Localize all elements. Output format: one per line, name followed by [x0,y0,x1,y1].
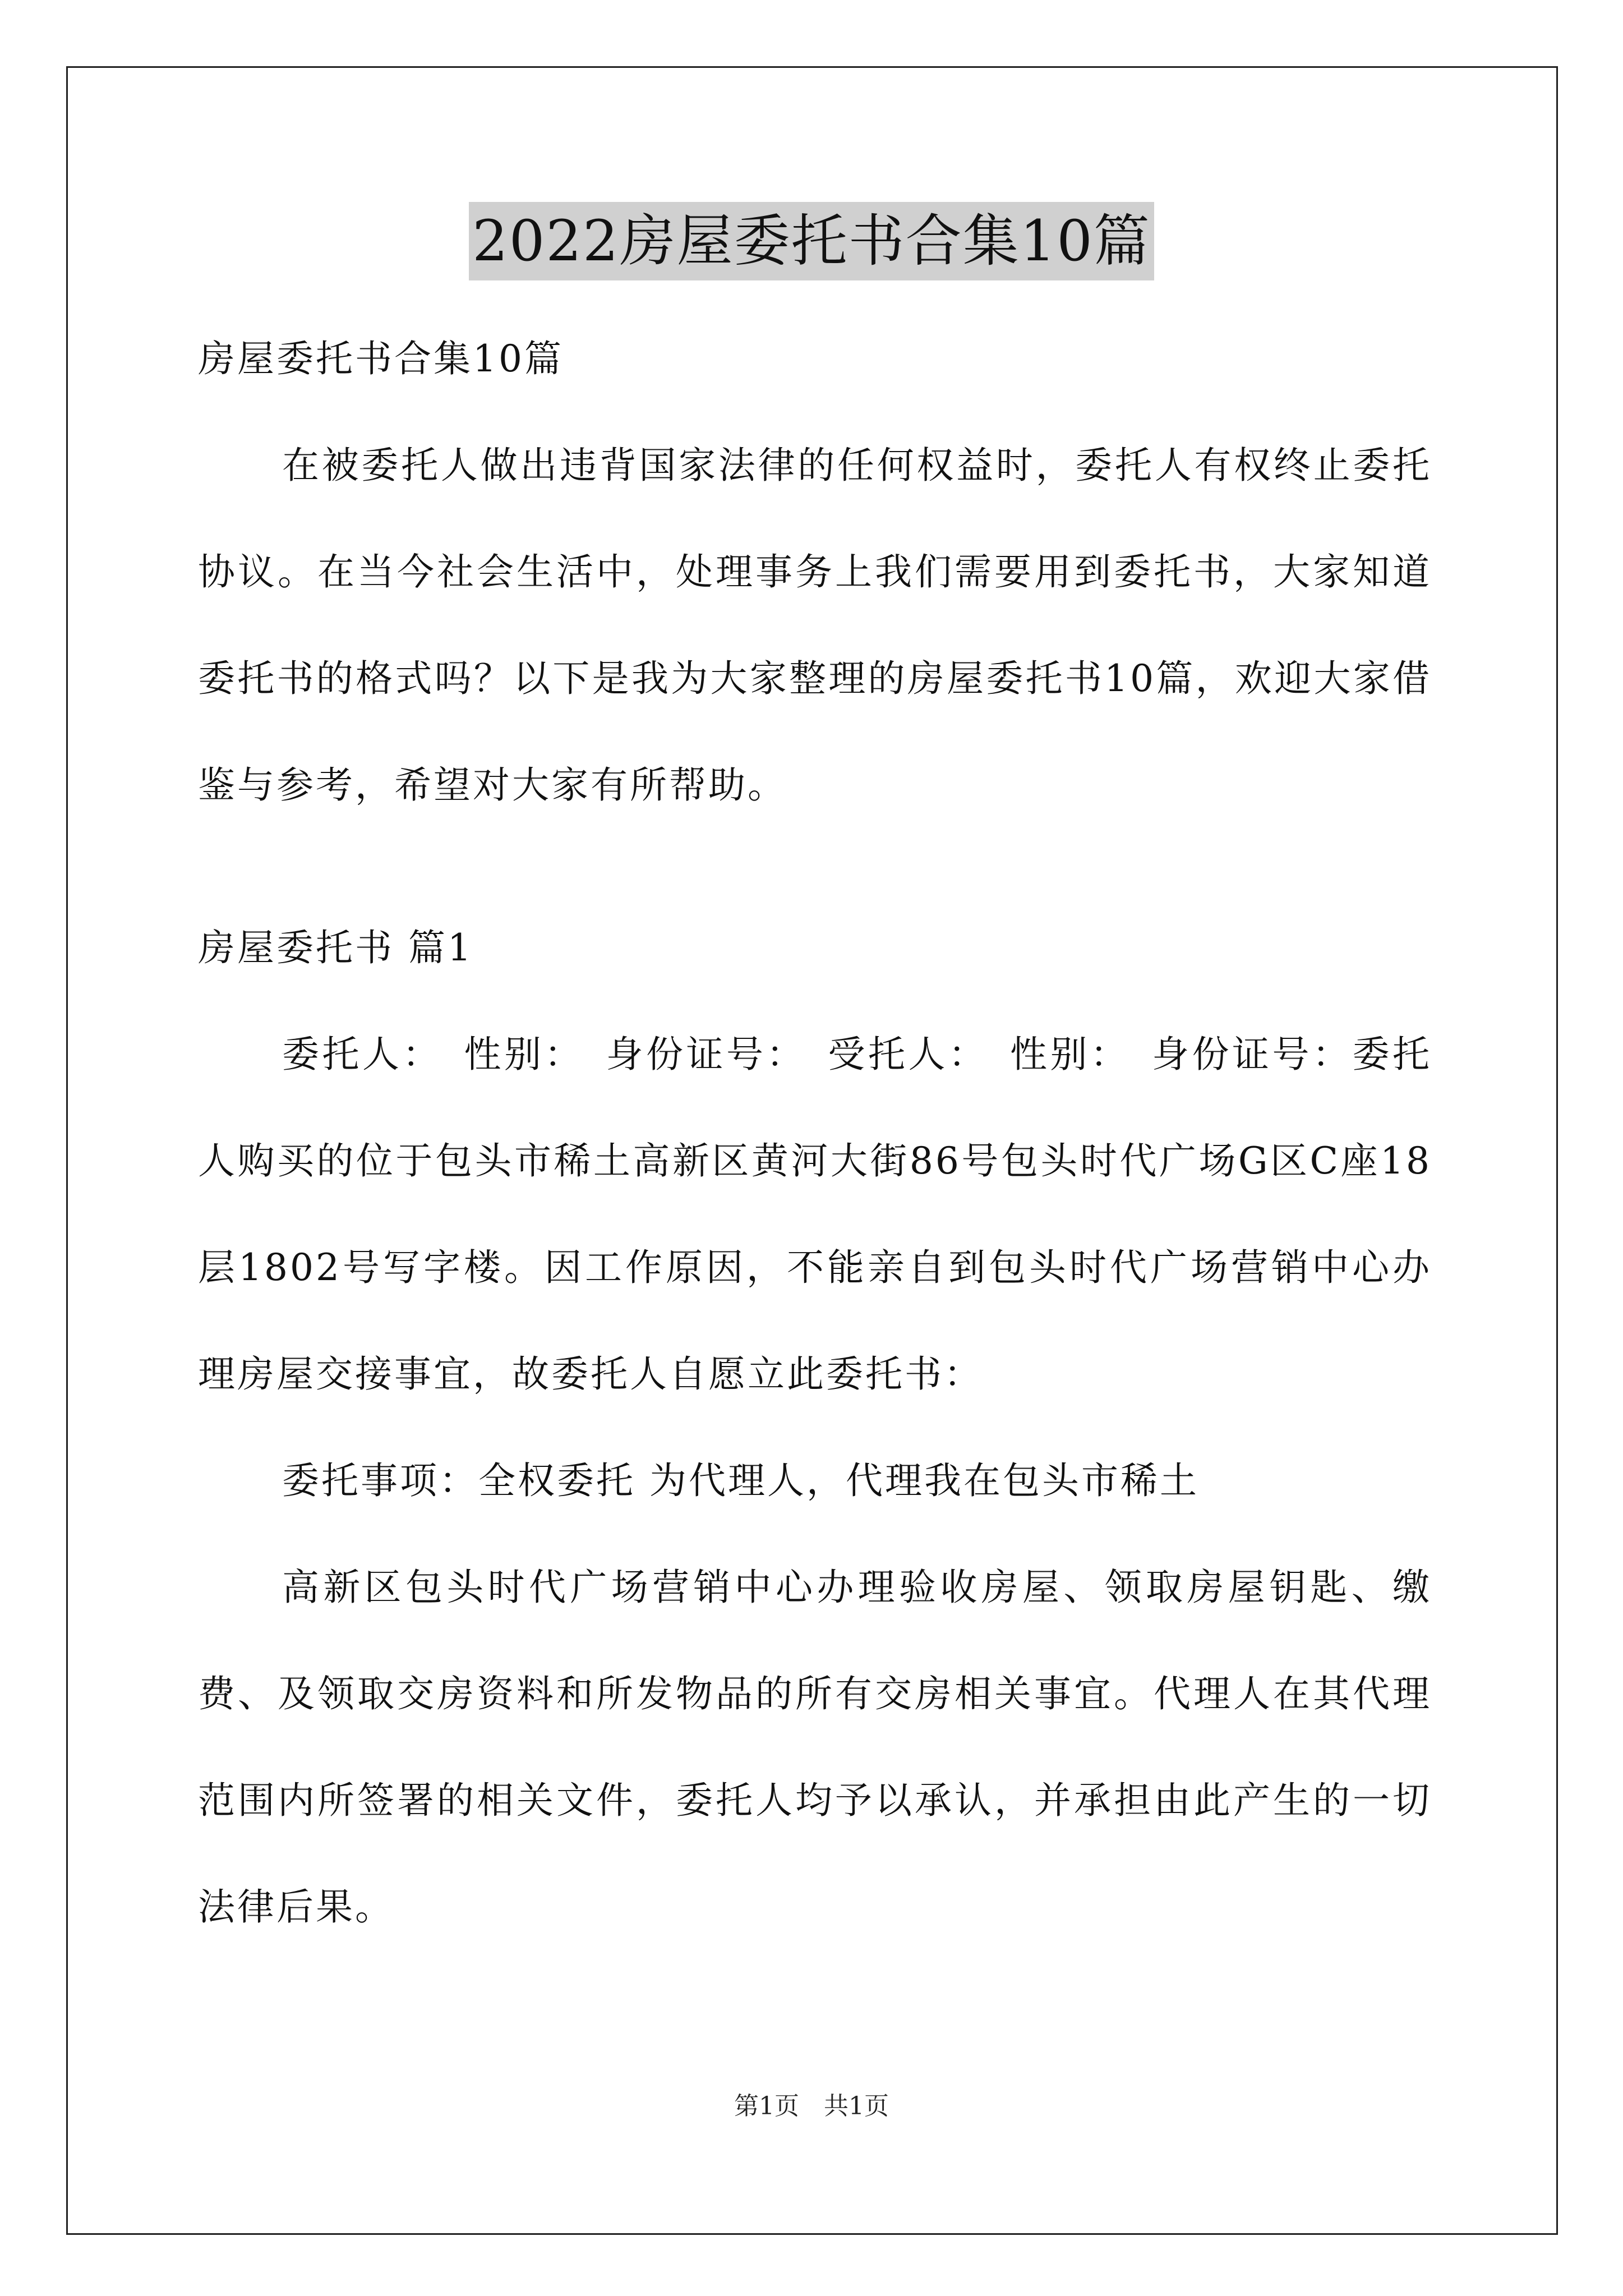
page-footer: 第1页 共1页 [734,2092,889,2120]
title-container [0,202,1623,280]
section-paragraph: 高新区包头时代广场营销中心办理验收房屋、领取房屋钥匙、缴费、及领取交房资料和所发物品的所有交房相关事宜。代理人在其代理范围内所签署的相关文件，委托人均予以承认，并承担由此产生的一切法律后果。 [198,1566,1432,1929]
intro-paragraph: 在被委托人做出违背国家法律的任何权益时，委托人有权终止委托协议。在当今社会生活中，处理事务上我们需要用到委托书，大家知道委托书的格式吗？以下是我为大家整理的房屋委托书10篇，欢迎大家借鉴与参考，希望对大家有所帮助。 [198,444,1432,807]
document-body [198,306,1432,1961]
section-paragraph: 委托事项：全权委托 为代理人，代理我在包头市稀土 [282,1459,1199,1502]
section-spacer [198,839,1432,895]
document-subtitle: 房屋委托书合集10篇 [198,337,564,380]
document-title: 2022房屋委托书合集10篇 [469,202,1154,280]
section-heading: 房屋委托书 篇1 [198,926,473,969]
section-paragraph: 委托人： 性别： 身份证号： 受托人： 性别： 身份证号：委托人购买的位于包头市稀土高新区黄河大街86号包头时代广场G区C座18层1802号写字楼。因工作原因，不能亲自到包头时代广场营销中心办理房屋交接事宜，故委托人自愿立此委托书： [198,1033,1432,1396]
